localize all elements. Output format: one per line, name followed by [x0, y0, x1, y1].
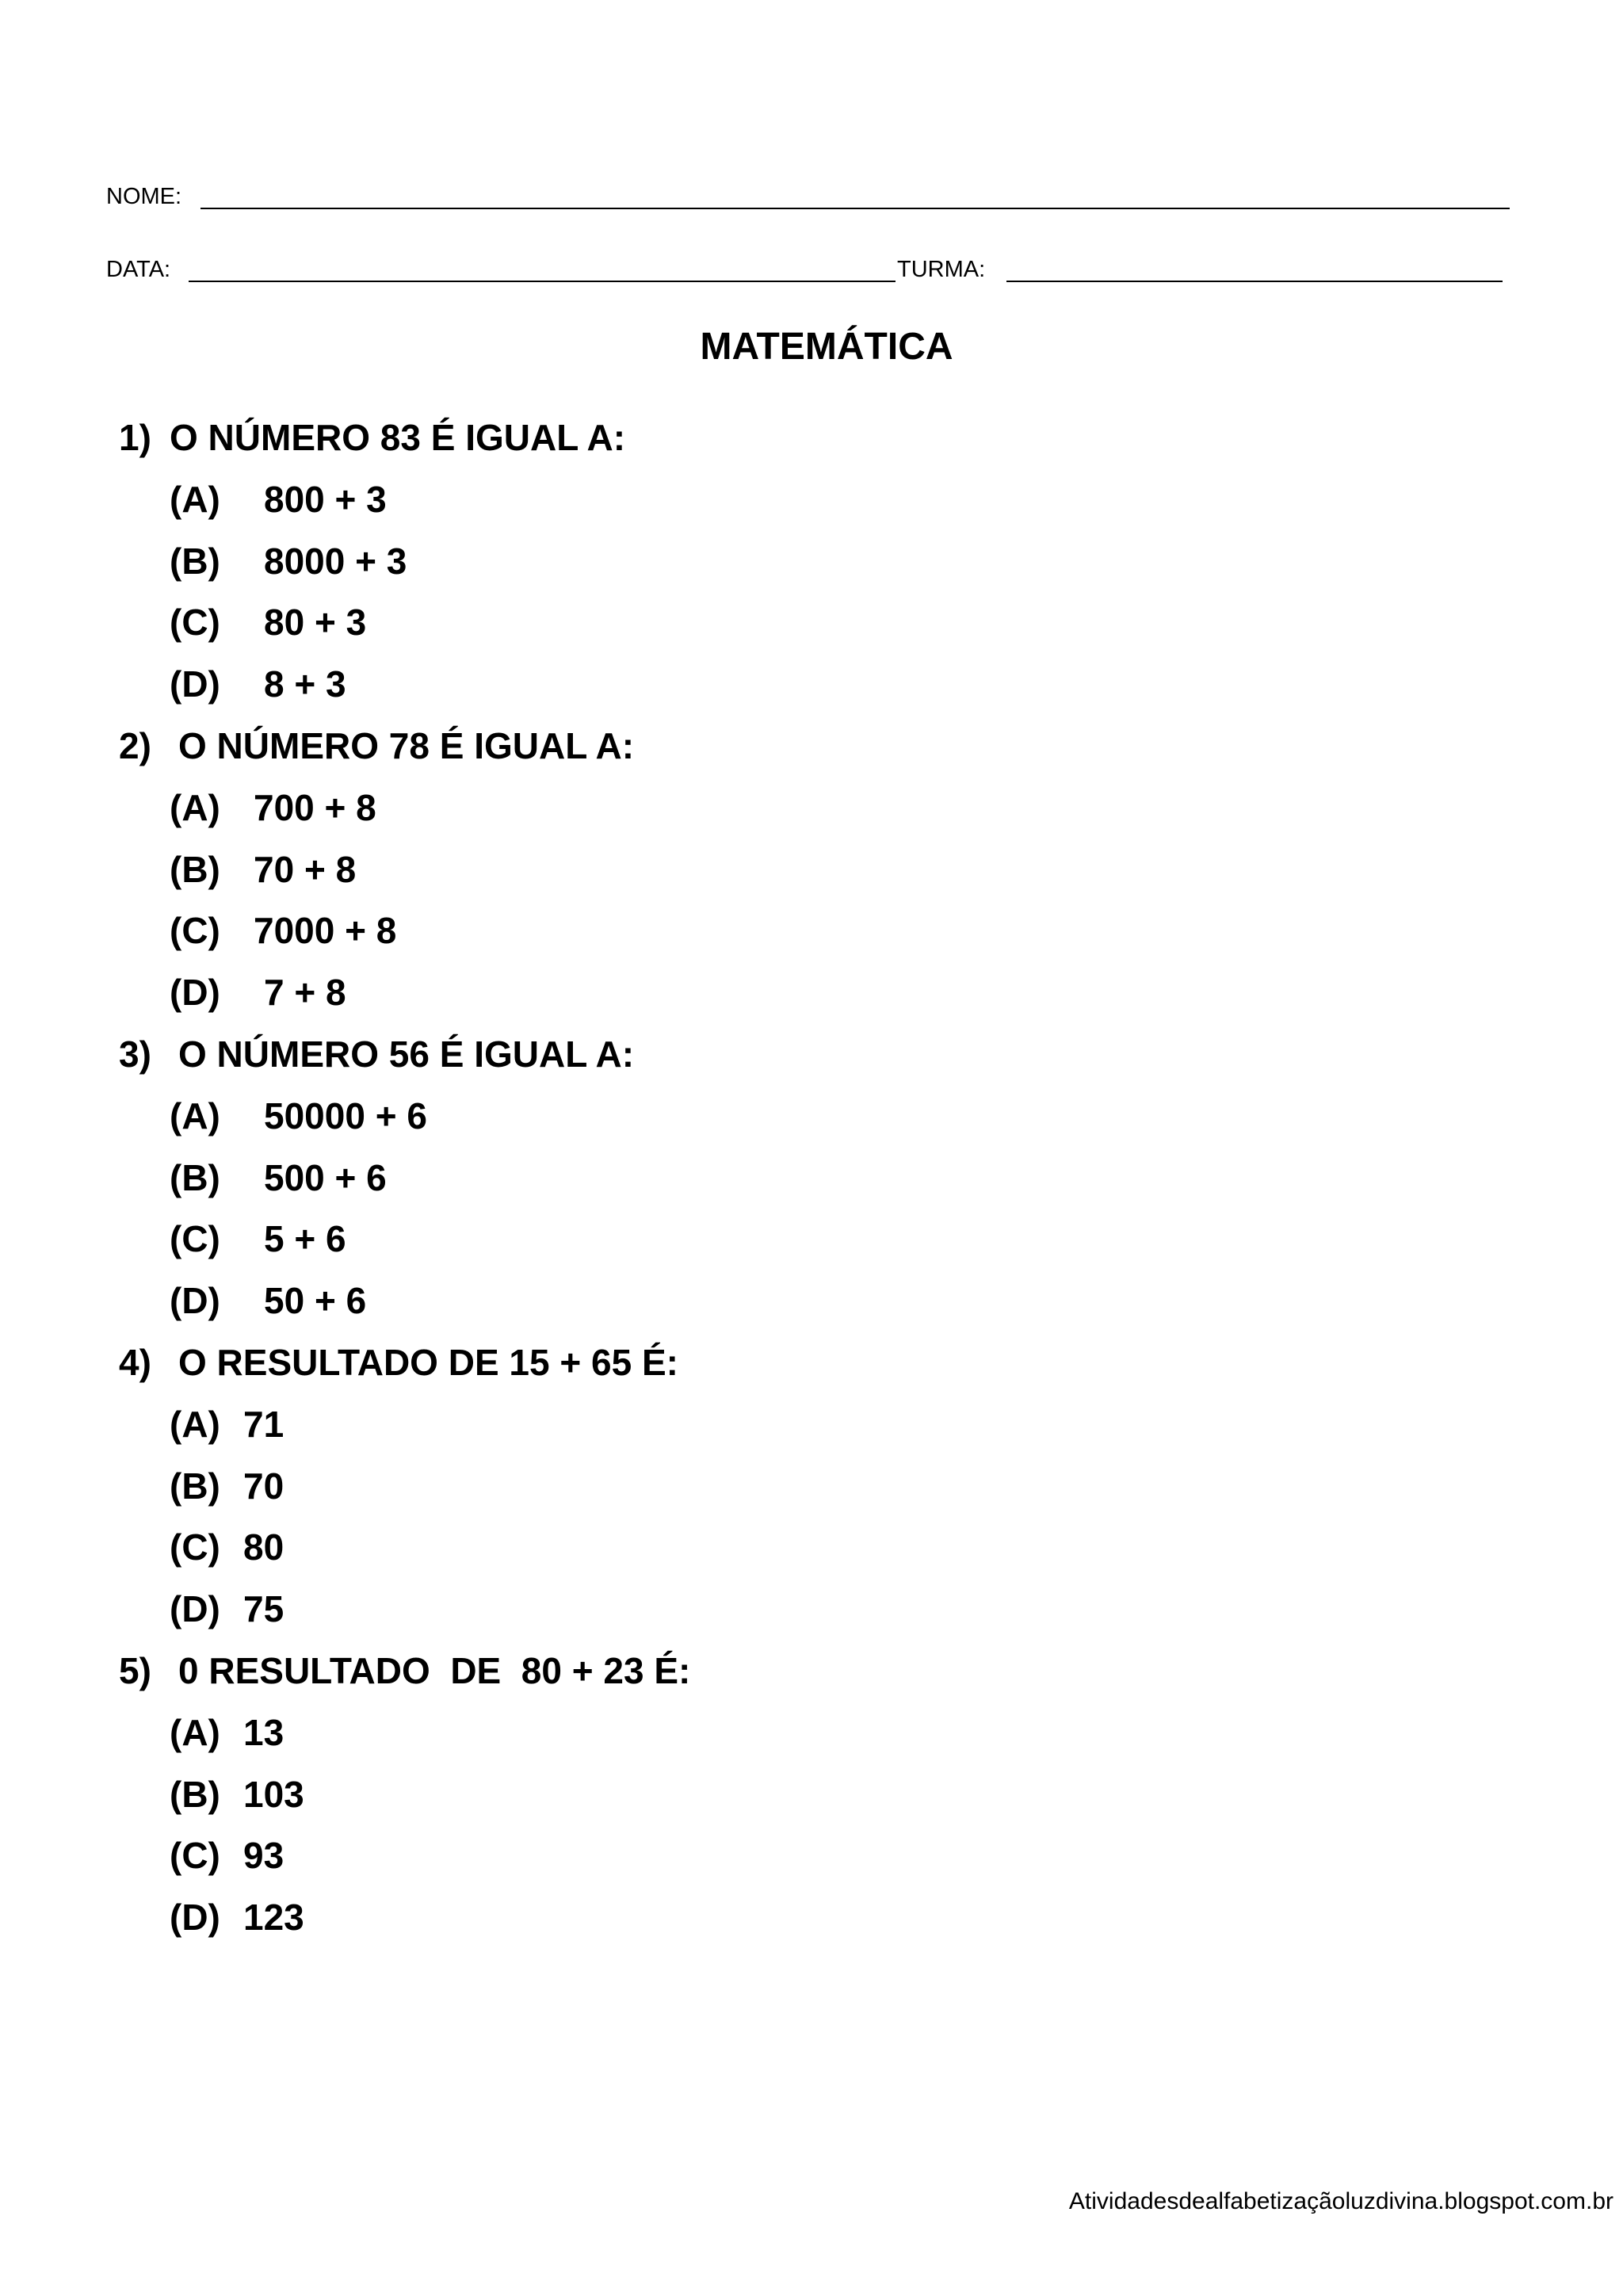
question-4 [0, 1332, 1623, 1394]
option-label: (C) [170, 602, 220, 644]
option-value: 8 + 3 [264, 663, 346, 705]
option-2a [0, 777, 1623, 839]
question-number: 3) [119, 1033, 151, 1075]
question-text: O NÚMERO 83 É IGUAL A: [170, 417, 626, 458]
option-value: 50 + 6 [264, 1280, 367, 1322]
option-value: 93 [243, 1835, 285, 1877]
option-label: (C) [170, 1835, 220, 1877]
option-value: 70 + 8 [254, 848, 357, 890]
option-3d [0, 1270, 1623, 1332]
option-5c [0, 1825, 1623, 1887]
option-value: 71 [243, 1403, 285, 1445]
class-label: TURMA: [897, 257, 986, 282]
option-value: 123 [243, 1897, 304, 1939]
option-value: 500 + 6 [264, 1156, 387, 1198]
question-text: O RESULTADO DE 15 + 65 É: [178, 1341, 678, 1383]
option-1d [0, 654, 1623, 716]
option-value: 80 + 3 [264, 602, 367, 644]
option-5a [0, 1702, 1623, 1764]
date-label: DATA: [106, 257, 171, 282]
question-number: 2) [119, 724, 151, 766]
option-value: 50000 + 6 [264, 1095, 427, 1137]
option-label: (A) [170, 786, 220, 828]
option-3a [0, 1086, 1623, 1148]
option-label: (A) [170, 1403, 220, 1445]
option-4d [0, 1579, 1623, 1641]
name-label: NOME: [106, 184, 182, 209]
option-label: (A) [170, 1095, 220, 1137]
question-text: O NÚMERO 78 É IGUAL A: [178, 724, 635, 766]
option-value: 75 [243, 1588, 285, 1630]
option-label: (B) [170, 1156, 220, 1198]
question-number: 5) [119, 1649, 151, 1691]
option-1c [0, 592, 1623, 654]
option-value: 8000 + 3 [264, 540, 407, 582]
date-fill-line [189, 281, 896, 282]
option-5d [0, 1887, 1623, 1949]
option-value: 13 [243, 1711, 285, 1753]
option-label: (A) [170, 478, 220, 520]
question-number: 4) [119, 1341, 151, 1383]
question-2 [0, 716, 1623, 777]
option-2d [0, 962, 1623, 1024]
option-4b [0, 1456, 1623, 1518]
option-label: (B) [170, 1465, 220, 1507]
option-4c [0, 1517, 1623, 1579]
option-label: (D) [170, 663, 220, 705]
option-value: 80 [243, 1526, 285, 1568]
question-text: 0 RESULTADO DE 80 + 23 É: [178, 1649, 691, 1691]
option-value: 700 + 8 [254, 786, 376, 828]
page-title: MATEMÁTICA [700, 326, 953, 368]
name-fill-line [200, 208, 1510, 209]
option-label: (C) [170, 1526, 220, 1568]
option-label: (A) [170, 1711, 220, 1753]
option-1a [0, 469, 1623, 531]
option-label: (B) [170, 540, 220, 582]
option-2c [0, 900, 1623, 962]
option-label: (C) [170, 1218, 220, 1260]
option-2b [0, 839, 1623, 901]
option-1b [0, 531, 1623, 593]
question-number: 1) [119, 417, 151, 458]
option-3b [0, 1148, 1623, 1209]
footer-source-url: Atividadesdealfabetizaçãoluzdivina.blogspot.com.br [1068, 2188, 1613, 2214]
option-value: 5 + 6 [264, 1218, 346, 1260]
option-label: (D) [170, 1280, 220, 1322]
question-5 [0, 1641, 1623, 1702]
option-value: 7 + 8 [264, 972, 346, 1014]
option-label: (D) [170, 1588, 220, 1630]
option-value: 103 [243, 1773, 304, 1815]
option-5b [0, 1764, 1623, 1826]
question-3 [0, 1024, 1623, 1086]
question-list [0, 407, 1623, 1949]
option-value: 800 + 3 [264, 478, 387, 520]
option-value: 7000 + 8 [254, 910, 397, 952]
question-1 [0, 407, 1623, 469]
option-label: (C) [170, 910, 220, 952]
option-label: (B) [170, 1773, 220, 1815]
class-fill-line [1006, 281, 1503, 282]
option-label: (D) [170, 972, 220, 1014]
option-value: 70 [243, 1465, 285, 1507]
option-label: (B) [170, 848, 220, 890]
option-label: (D) [170, 1897, 220, 1939]
option-4a [0, 1394, 1623, 1456]
option-3c [0, 1209, 1623, 1270]
question-text: O NÚMERO 56 É IGUAL A: [178, 1033, 635, 1075]
